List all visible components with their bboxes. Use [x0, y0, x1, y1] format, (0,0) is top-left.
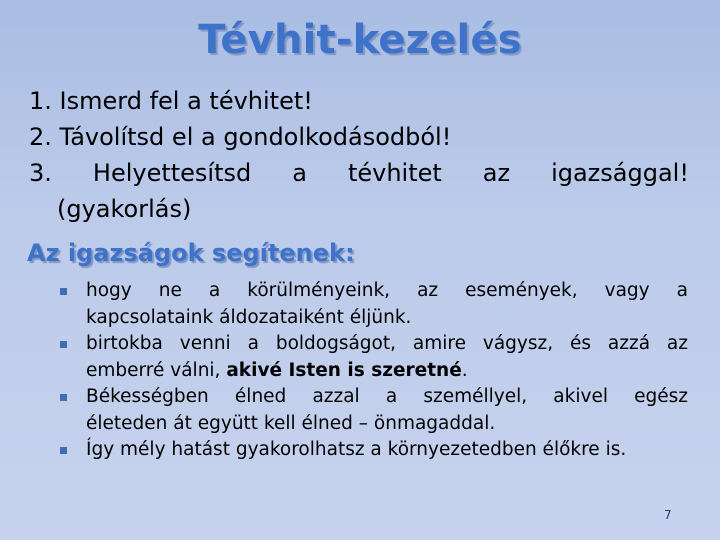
step-3-word: Helyettesítsd — [92, 159, 252, 187]
step-3-word: a — [292, 159, 307, 187]
step-1: 1. Ismerd fel a tévhitet! — [29, 87, 313, 115]
square-bullet-icon — [60, 394, 67, 401]
bullet-line: Békességben élned azzal a személlyel, akivel egész — [86, 386, 688, 407]
bullet-line: hogy ne a körülményeink, az események, vagy a — [86, 280, 688, 301]
bullet-text-segment: . — [461, 359, 468, 381]
bullet-text-segment: emberré válni, — [86, 359, 227, 381]
slide-title: Tévhit-kezelés — [198, 17, 522, 63]
bullet-item — [60, 384, 688, 437]
step-3-word: 3. — [29, 159, 52, 187]
step-3-word: igazsággal! — [551, 159, 689, 187]
bullet-item — [60, 278, 688, 331]
numbered-list — [29, 83, 689, 227]
page-number: 7 — [664, 508, 672, 522]
bullet-item — [60, 437, 688, 464]
bullet-line — [86, 358, 688, 385]
bullet-line: birtokba venni a boldogságot, amire vágysz, és azzá az — [86, 333, 688, 354]
step-3-word: az — [482, 159, 511, 187]
bullet-list — [60, 278, 688, 464]
square-bullet-icon — [60, 288, 67, 295]
bullet-bold-text: akivé Isten is szeretné — [226, 359, 462, 381]
square-bullet-icon — [60, 341, 67, 348]
step-3-word: tévhitet — [347, 159, 442, 187]
subheading: Az igazságok segítenek: — [27, 239, 355, 267]
step-3 — [29, 155, 689, 191]
bullet-line: kapcsolataink áldozataiként éljünk. — [86, 306, 412, 328]
bullet-line: Így mély hatást gyakorolhatsz a környezetedben élőkre is. — [86, 439, 627, 460]
bullet-line: életeden át együtt kell élned – önmagaddal. — [86, 412, 496, 434]
bullet-item — [60, 331, 688, 384]
step-3-continuation: (gyakorlás) — [57, 195, 192, 223]
square-bullet-icon — [60, 447, 67, 454]
step-2: 2. Távolítsd el a gondolkodásodból! — [29, 123, 452, 151]
